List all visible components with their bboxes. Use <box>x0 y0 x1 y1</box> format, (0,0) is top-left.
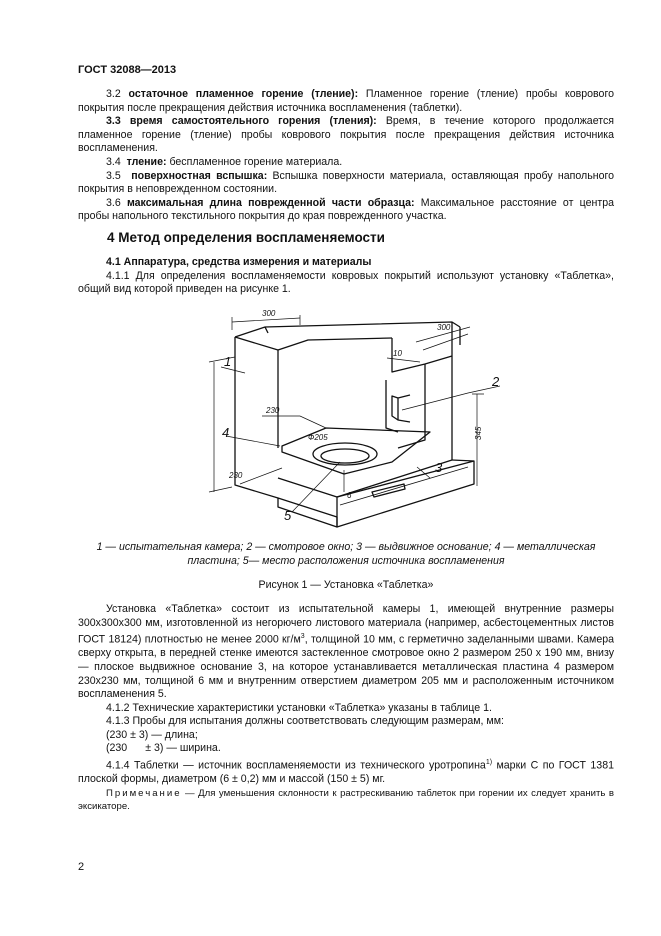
definition-3-5: 3.5 поверхностная вспышка: Вспышка поверхности материала, оставляющая пробу напольного покрытия в неповрежденном состоянии. <box>78 169 614 196</box>
figure-tabletka-apparatus <box>200 300 500 535</box>
paragraph-4-1-4: 4.1.4 Таблетки — источник воспламеняемости из технического уротропина$^{1)}$ марки С по ГОСТ 1381 плоской формы, диаметром (6 ± 0,2) мм и массой (150 ± 5) мг. <box>78 759 614 786</box>
dim-height-345: 345 <box>474 426 483 440</box>
page-number: 2 <box>78 861 85 873</box>
definition-3-4: 3.4 тление: беспламенное горение материала. <box>106 155 343 168</box>
label-2: 2 <box>492 374 500 389</box>
apparatus-description <box>78 603 614 813</box>
dim-plate-6: 6 <box>347 491 352 500</box>
figure-title: Рисунок 1 — Установка «Таблетка» <box>258 579 434 591</box>
term: тление: <box>126 155 167 168</box>
size-length: (230 ± 3) — длина; <box>106 728 198 741</box>
subsection-heading: 4.1 Аппаратура, средства измерения и материалы <box>106 256 372 268</box>
paragraph-4-1-2: 4.1.2 Технические характеристики установки «Таблетка» указаны в таблице 1. <box>106 701 492 714</box>
paragraph-apparatus: Установка «Таблетка» состоит из испытательной камеры 1, имеющей внутренние размеры 300x300x300 мм, изготовленной из негорючего листового материала (например, асбестоцементных листов ГОСТ 18124) плотностью не менее 2000 $кг/м^3$, толщиной 10 мм, с герметично заделанными швами. Камера сверху открыта, в передней стенке имеются застекленное смотровое окно 2 размером 250 x 190 мм, внизу — плоское выдвижное основание 3, на которое устанавливается металлическая пластина 4 размером 230x230 мм, толщиной 6 мм и внутренним отверстием диаметром 205 мм и расположенным источником воспламенения 5. <box>78 603 614 701</box>
definition-3-2: 3.2 остаточное пламенное горение (тление): Пламенное горение (тление) пробы коврового покрытия после прекращения действия источника воспламенения (таблетки). <box>78 88 614 114</box>
dim-inner-230: 230 <box>266 406 280 415</box>
label-5: 5 <box>284 508 292 523</box>
dim-base-230: 230 <box>229 471 243 480</box>
metal-plate <box>282 428 430 474</box>
dim-top-300: 300 <box>262 309 276 318</box>
dim-right-300: 300 <box>437 323 451 332</box>
label-4: 4 <box>222 425 230 440</box>
size-width: (230 ± 3) — ширина. <box>106 742 221 755</box>
term: максимальная длина поврежденной части образца: <box>126 196 415 209</box>
standard-header: ГОСТ 32088—2013 <box>78 64 177 76</box>
paragraph-4-1-3: 4.1.3 Пробы для испытания должны соответствовать следующим размерам, мм: <box>106 715 504 728</box>
label-1: 1 <box>224 354 232 369</box>
sliding-base <box>278 460 452 497</box>
definition-3-3: 3.3 время самостоятельного горения (тления): Время, в течение которого продолжается пламенное горение (тление) пробы коврового покрытия после прекращения действия источника воспламенения. <box>78 115 615 155</box>
definition-3-6: 3.6 максимальная длина поврежденной части образца: Максимальное расстояние от центра пробы напольного текстильного покрытия до края поврежденного участка. <box>78 196 614 223</box>
paragraph-4-1-1: 4.1.1 Для определения воспламеняемости ковровых покрытий используют установку «Таблетка», общий вид которой приведен на рисунке 1. <box>78 269 614 296</box>
definitions-block <box>78 88 614 224</box>
term: время самостоятельного горения (тления): <box>129 115 377 128</box>
label-3: 3 <box>435 460 443 475</box>
figure-legend: 1 — испытательная камера; 2 — смотровое окно; 3 — выдвижное основание; 4 — металлическая пластина; 5— место расположения источника воспламенения <box>96 541 596 567</box>
section-heading: 4 Метод определения воспламеняемости <box>107 230 385 245</box>
dim-hole-205: Ф205 <box>308 433 328 442</box>
term: поверхностная вспышка: <box>131 169 268 182</box>
subsection-block <box>78 256 614 297</box>
note: Примечание — Для уменьшения склонности к растрескиванию таблеток при горении их следует хранить в эксикаторе. <box>78 787 614 812</box>
term: остаточное пламенное горение (тление): <box>128 88 359 100</box>
dim-wall-10: 10 <box>393 349 402 358</box>
